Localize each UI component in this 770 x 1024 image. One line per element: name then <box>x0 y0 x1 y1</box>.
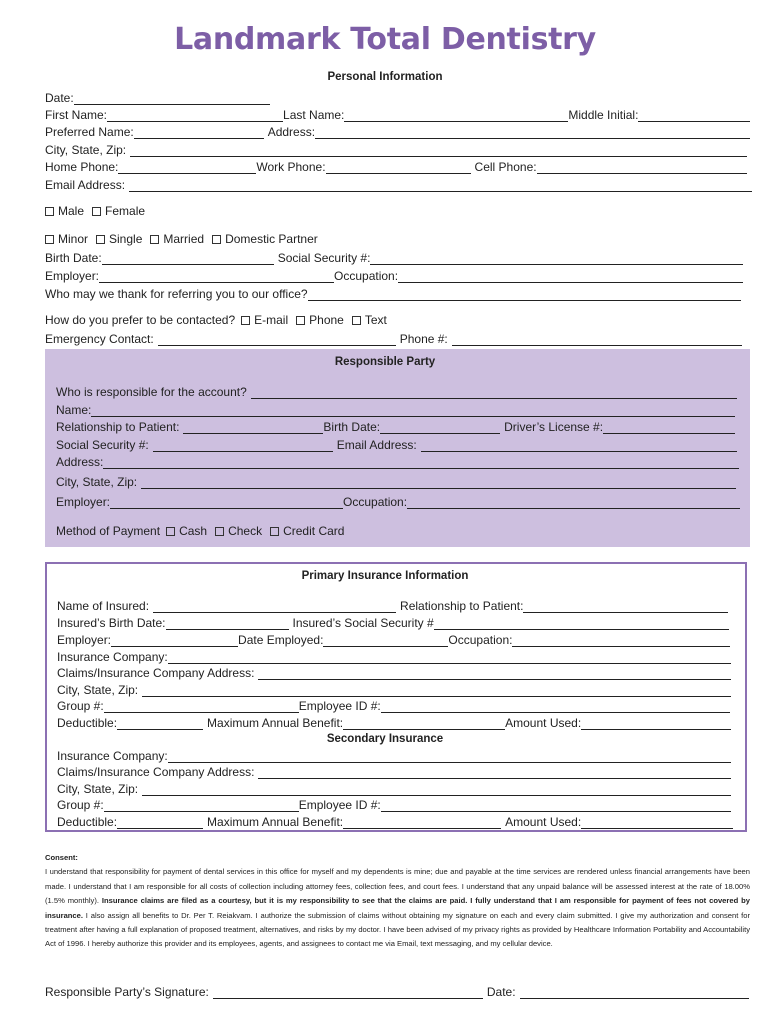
city-state-zip-label: City, State, Zip: <box>45 143 127 157</box>
contact-pref-row <box>45 312 395 327</box>
pi-employer-row <box>57 632 730 647</box>
signature-label: Responsible Party’s Signature: <box>45 985 209 999</box>
single-checkbox[interactable] <box>96 235 105 244</box>
pi-relationship-label: Relationship to Patient: <box>400 599 524 613</box>
single-option[interactable] <box>96 233 142 246</box>
rp-city-state-zip-label: City, State, Zip: <box>56 475 138 489</box>
ssn-label: Social Security #: <box>277 251 371 265</box>
occupation-field[interactable] <box>398 271 743 283</box>
rp-relationship-field[interactable] <box>183 422 323 434</box>
pi-company-field[interactable] <box>168 652 731 664</box>
check-checkbox[interactable] <box>215 527 224 536</box>
pi-deductible-field[interactable] <box>117 718 203 730</box>
pi-amount-used-field[interactable] <box>581 718 731 730</box>
home-phone-label: Home Phone: <box>45 160 119 174</box>
pi-insured-ssn-label: Insured’s Social Security # <box>292 616 434 630</box>
pi-insured-birth-field[interactable] <box>166 618 289 630</box>
si-claims-address-label: Claims/Insurance Company Address: <box>57 765 255 779</box>
emergency-contact-label: Emergency Contact: <box>45 332 154 346</box>
contact-phone-option[interactable] <box>296 314 344 327</box>
rp-name-label: Name: <box>56 403 92 417</box>
pi-employee-id-label: Employee ID #: <box>298 699 381 713</box>
si-city-row <box>57 781 731 796</box>
minor-label: Minor <box>58 232 89 246</box>
contact-phone-label: Phone <box>309 313 344 327</box>
pi-insured-birth-label: Insured’s Birth Date: <box>57 616 166 630</box>
minor-checkbox[interactable] <box>45 235 54 244</box>
si-employee-id-field[interactable] <box>381 800 731 812</box>
si-deductible-label: Deductible: <box>57 815 118 829</box>
pi-employer-field[interactable] <box>111 635 238 647</box>
name-row <box>45 107 750 122</box>
pi-birth-row <box>57 615 729 630</box>
rp-relationship-row <box>56 419 735 434</box>
consent-block <box>45 851 750 952</box>
contact-email-checkbox[interactable] <box>241 316 250 325</box>
email-field[interactable] <box>129 180 752 192</box>
first-name-field[interactable] <box>107 110 283 122</box>
pi-insured-row <box>57 598 728 613</box>
rp-ssn-label: Social Security #: <box>56 438 149 452</box>
city-state-zip-field[interactable] <box>130 145 747 157</box>
si-company-field[interactable] <box>168 751 731 763</box>
rp-birth-date-label: Birth Date: <box>323 420 381 434</box>
minor-option[interactable] <box>45 233 88 246</box>
consent-text-2: I also assign all benefits to Dr. Per T. Reiakvam. I authorize the submission of claims without obtaining my signature on each and every claim submitted. I give my authorization and consent for treatment after having a full explanation of proposed treatment, alternatives, and risks by my doctor. I have been advised of my privacy rights as provided by Healthcare Information Portability and Accountability Act of 1996. I hereby authorize this provider and its employees, agents, and assignees to contact me via Email, text messaging, and my cellular device. <box>45 910 750 949</box>
sex-row <box>45 203 153 218</box>
rp-who-label: Who is responsible for the account? <box>56 385 247 399</box>
work-phone-field[interactable] <box>326 162 471 174</box>
emergency-row <box>45 331 742 346</box>
birth-date-label: Birth Date: <box>45 251 102 265</box>
pi-name-insured-field[interactable] <box>153 601 396 613</box>
first-name-label: First Name: <box>45 108 108 122</box>
si-city-state-zip-label: City, State, Zip: <box>57 782 139 796</box>
pi-group-label: Group #: <box>57 699 104 713</box>
pi-claims-address-field[interactable] <box>258 668 731 680</box>
employer-label: Employer: <box>45 269 100 283</box>
last-name-label: Last Name: <box>283 108 345 122</box>
si-deductible-field[interactable] <box>117 817 203 829</box>
pi-company-label: Insurance Company: <box>57 650 168 664</box>
emergency-phone-label: Phone #: <box>399 332 448 346</box>
rp-relationship-label: Relationship to Patient: <box>56 420 180 434</box>
pi-city-state-zip-label: City, State, Zip: <box>57 683 139 697</box>
si-max-benefit-field[interactable] <box>343 817 501 829</box>
si-amount-used-field[interactable] <box>581 817 733 829</box>
rp-occupation-field[interactable] <box>407 497 740 509</box>
rp-employer-row <box>56 494 740 509</box>
rp-drivers-license-label: Driver’s License #: <box>504 420 604 434</box>
pi-company-row <box>57 649 731 664</box>
emergency-phone-field[interactable] <box>452 334 742 346</box>
pi-group-field[interactable] <box>104 701 299 713</box>
preferred-address-row <box>45 124 750 139</box>
check-label: Check <box>228 524 263 538</box>
pi-employer-label: Employer: <box>57 633 112 647</box>
contact-pref-label: How do you prefer to be contacted? <box>45 313 236 327</box>
preferred-name-field[interactable] <box>134 127 264 139</box>
si-amount-used-label: Amount Used: <box>505 815 582 829</box>
rp-email-field[interactable] <box>421 440 737 452</box>
pi-claims-address-label: Claims/Insurance Company Address: <box>57 666 255 680</box>
rp-address-field[interactable] <box>103 457 739 469</box>
pi-city-row <box>57 682 731 697</box>
consent-heading: Consent: <box>45 853 78 862</box>
secondary-insurance-heading: Secondary Insurance <box>326 733 444 745</box>
city-row <box>45 142 747 157</box>
signature-field[interactable] <box>213 987 483 999</box>
rp-email-label: Email Address: <box>336 438 417 452</box>
rp-ssn-row <box>56 437 737 452</box>
cash-checkbox[interactable] <box>166 527 175 536</box>
pi-name-insured-label: Name of Insured: <box>57 599 150 613</box>
employer-row <box>45 268 743 283</box>
consent-text-1: I understand that responsibility for payment of dental services in this office for myself and my dependents is mine; due and payable at the time services are rendered unless financial arrangements have been made. I understand that I am responsible for all costs of collection including attorney fees, collection fees, and court fees. I understand that any unpaid balance will be assessed interest at the rate of 18.00% (1.5% monthly). <box>45 867 750 906</box>
date-field[interactable] <box>74 93 270 105</box>
ssn-field[interactable] <box>370 253 743 265</box>
phones-row <box>45 159 747 174</box>
married-checkbox[interactable] <box>150 235 159 244</box>
birth-date-field[interactable] <box>102 253 274 265</box>
contact-email-label: E-mail <box>254 313 289 327</box>
domestic-partner-checkbox[interactable] <box>212 235 221 244</box>
pi-employee-id-field[interactable] <box>381 701 730 713</box>
birth-ssn-row <box>45 250 743 265</box>
referral-field[interactable] <box>308 289 741 301</box>
pi-deductible-row <box>57 715 731 730</box>
pi-amount-used-label: Amount Used: <box>505 716 582 730</box>
pi-insured-ssn-field[interactable] <box>434 618 729 630</box>
employer-field[interactable] <box>99 271 334 283</box>
home-phone-field[interactable] <box>118 162 256 174</box>
contact-text-label: Text <box>364 313 387 327</box>
pi-occupation-field[interactable] <box>512 635 730 647</box>
si-company-label: Insurance Company: <box>57 749 168 763</box>
primary-insurance-heading: Primary Insurance Information <box>301 570 469 582</box>
page-title: Landmark Total Dentistry <box>174 22 596 57</box>
si-claims-address-field[interactable] <box>258 767 731 779</box>
cash-option[interactable] <box>166 525 207 538</box>
email-label: Email Address: <box>45 178 126 192</box>
credit-card-checkbox[interactable] <box>270 527 279 536</box>
married-label: Married <box>163 232 205 246</box>
pi-claims-row <box>57 665 731 680</box>
male-option[interactable] <box>45 205 84 218</box>
pi-occupation-label: Occupation: <box>448 633 513 647</box>
middle-initial-field[interactable] <box>638 110 750 122</box>
pi-max-benefit-label: Maximum Annual Benefit: <box>207 716 344 730</box>
pi-date-employed-field[interactable] <box>323 635 448 647</box>
female-option[interactable] <box>92 205 145 218</box>
referral-label: Who may we thank for referring you to our office? <box>45 287 308 301</box>
email-row <box>45 177 752 192</box>
rp-address-label: Address: <box>56 455 104 469</box>
pi-max-benefit-field[interactable] <box>343 718 505 730</box>
referral-row <box>45 286 741 301</box>
contact-text-checkbox[interactable] <box>352 316 361 325</box>
married-option[interactable] <box>150 233 204 246</box>
contact-text-option[interactable] <box>352 314 387 327</box>
si-company-row <box>57 748 731 763</box>
si-max-benefit-label: Maximum Annual Benefit: <box>207 815 344 829</box>
rp-birth-date-field[interactable] <box>380 422 500 434</box>
si-city-state-zip-field[interactable] <box>142 784 731 796</box>
rp-name-field[interactable] <box>91 405 735 417</box>
emergency-contact-field[interactable] <box>158 334 396 346</box>
cell-phone-label: Cell Phone: <box>474 160 537 174</box>
marital-row <box>45 231 326 246</box>
pi-date-employed-label: Date Employed: <box>238 633 324 647</box>
si-deductible-row <box>57 814 733 829</box>
pi-deductible-label: Deductible: <box>57 716 118 730</box>
rp-occupation-label: Occupation: <box>343 495 408 509</box>
consent-text-bold: Insurance claims are filed as a courtesy, but it is my responsibility to see that the claims are paid. I fully understand that I am responsible for payment of fees not covered by insurance. <box>45 896 750 920</box>
pi-relationship-field[interactable] <box>523 601 728 613</box>
payment-method-row <box>56 523 352 538</box>
si-employee-id-label: Employee ID #: <box>298 798 381 812</box>
rp-name-row <box>56 402 735 417</box>
signature-row <box>45 984 749 999</box>
rp-who-row <box>56 384 737 399</box>
credit-card-option[interactable] <box>270 525 344 538</box>
date-row <box>45 90 270 105</box>
check-option[interactable] <box>215 525 262 538</box>
rp-ssn-field[interactable] <box>153 440 333 452</box>
address-field[interactable] <box>315 127 750 139</box>
rp-who-field[interactable] <box>251 387 737 399</box>
payment-method-label: Method of Payment <box>56 524 161 538</box>
last-name-field[interactable] <box>344 110 568 122</box>
si-group-field[interactable] <box>104 800 299 812</box>
contact-email-option[interactable] <box>241 314 288 327</box>
address-label: Address: <box>267 125 316 139</box>
male-label: Male <box>58 204 85 218</box>
domestic-partner-label: Domestic Partner <box>225 232 318 246</box>
cash-label: Cash <box>179 524 208 538</box>
cell-phone-field[interactable] <box>537 162 747 174</box>
si-claims-row <box>57 764 731 779</box>
si-group-row <box>57 797 731 812</box>
rp-address-row <box>56 454 739 469</box>
signature-date-label: Date: <box>486 985 516 999</box>
contact-phone-checkbox[interactable] <box>296 316 305 325</box>
male-checkbox[interactable] <box>45 207 54 216</box>
domestic-partner-option[interactable] <box>212 233 318 246</box>
middle-initial-label: Middle Initial: <box>568 108 639 122</box>
personal-info-heading: Personal Information <box>327 71 443 83</box>
responsible-party-heading: Responsible Party <box>334 356 436 368</box>
credit-card-label: Credit Card <box>283 524 345 538</box>
pi-group-row <box>57 698 730 713</box>
female-checkbox[interactable] <box>92 207 101 216</box>
single-label: Single <box>109 232 143 246</box>
signature-date-field[interactable] <box>520 987 749 999</box>
rp-drivers-license-field[interactable] <box>603 422 735 434</box>
rp-employer-label: Employer: <box>56 495 111 509</box>
rp-city-state-zip-field[interactable] <box>141 477 736 489</box>
pi-city-state-zip-field[interactable] <box>142 685 731 697</box>
preferred-name-label: Preferred Name: <box>45 125 134 139</box>
rp-city-row <box>56 474 736 489</box>
si-group-label: Group #: <box>57 798 104 812</box>
female-label: Female <box>105 204 146 218</box>
work-phone-label: Work Phone: <box>256 160 326 174</box>
occupation-label: Occupation: <box>334 269 399 283</box>
rp-employer-field[interactable] <box>110 497 343 509</box>
date-label: Date: <box>45 91 74 105</box>
